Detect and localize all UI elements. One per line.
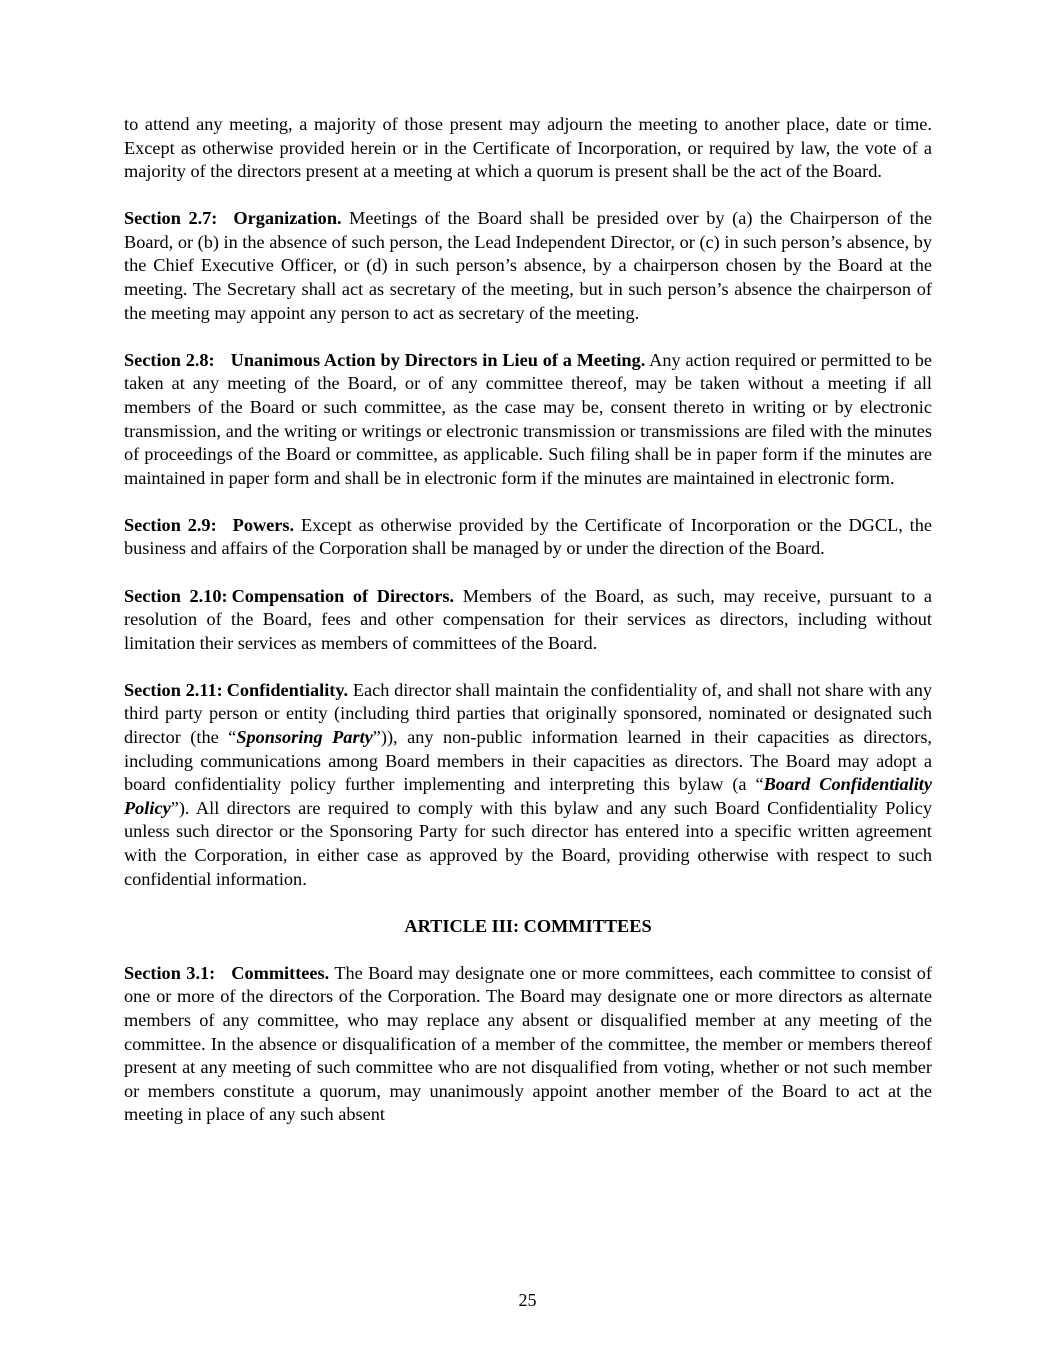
section-2-11-body-3: ”). All directors are required to comply with this bylaw and any such Board Confidentiality Policy unless such director or the Sponsoring Party for such director has entered into a specific written agreement with the Corporation, in either case as approved by the Board, providing otherwise with respect to such confidential information.: [124, 797, 932, 889]
section-2-9-body: Except as otherwise provided by the Certificate of Incorporation or the DGCL, the business and affairs of the Corporation shall be managed by or under the direction of the Board.: [124, 514, 932, 559]
page-number: 25: [518, 1290, 537, 1310]
section-3-1: [124, 962, 932, 1127]
section-2-10-title: Compensation of Directors.: [231, 585, 455, 606]
section-3-1-title: Committees.: [231, 962, 330, 983]
section-2-8: [124, 349, 932, 491]
section-2-7: [124, 207, 932, 325]
section-2-7-body: Meetings of the Board shall be presided over by (a) the Chairperson of the Board, or (b) in the absence of such person, the Lead Independent Director, or (c) in such person’s absence, by the Chief Executive Officer, or (d) in such person’s absence, by a chairperson chosen by the Board at the meeting. The Secretary shall act as secretary of the meeting, but in such person’s absence the chairperson of the meeting may appoint any person to act as secretary of the meeting.: [124, 208, 932, 323]
continuation-text: to attend any meeting, a majority of those present may adjourn the meeting to another place, date or time. Except as otherwise provided herein or in the Certificate of Incorporation, or required by law, the vote of a majority of the directors present at a meeting at which a quorum is present shall be the act of the Board.: [124, 114, 932, 182]
section-2-8-title: Unanimous Action by Directors in Lieu of a Meeting.: [230, 349, 646, 370]
section-3-1-number: Section 3.1:: [124, 962, 216, 983]
section-2-10: [124, 585, 932, 656]
section-2-7-title: Organization.: [233, 208, 342, 229]
section-2-8-body: Any action required or permitted to be taken at any meeting of the Board, or of any committee thereof, may be taken without a meeting if all members of the Board or such committee, as the case may be, consent thereto in writing or by electronic transmission, and the writing or writings or electronic transmission or transmissions are filed with the minutes of proceedings of the Board or committee, as applicable. Such filing shall be in paper form if the minutes are maintained in paper form and shall be in electronic form if the minutes are maintained in electronic form.: [124, 349, 932, 488]
section-2-7-number: Section 2.7:: [124, 208, 218, 229]
section-2-11-title: Confidentiality.: [226, 679, 349, 700]
section-2-8-number: Section 2.8:: [124, 349, 215, 370]
section-2-9: [124, 514, 932, 561]
defined-term-board-confidentiality-policy: Board Confidentiality Policy: [124, 774, 932, 818]
section-2-11-number: Section 2.11:: [124, 679, 223, 700]
section-2-11: [124, 679, 932, 891]
section-3-1-body: The Board may designate one or more committees, each committee to consist of one or more of the directors of the Corporation. The Board may designate one or more directors as alternate members of any committee, who may replace any absent or disqualified member at any meeting of the committee. In the absence or disqualification of a member of the committee, the member or members thereof present at any meeting of such committee who are not disqualified from voting, whether or not such member or members constitute a quorum, may unanimously appoint another member of the Board to act at the meeting in place of any such absent: [124, 962, 932, 1125]
section-2-11-body-1: Each director shall maintain the confidentiality of, and shall not share with any third party person or entity (including third parties that originally sponsored, nominated or designated such director (the “: [124, 679, 932, 747]
continuation-paragraph: [124, 113, 932, 184]
defined-term-sponsoring-party: Sponsoring Party: [236, 726, 373, 747]
document-body: [124, 113, 932, 1150]
section-2-9-title: Powers.: [232, 514, 295, 535]
section-2-10-number: Section 2.10:: [124, 585, 228, 606]
section-2-11-body-2: ”)), any non-public information learned in their capacities as directors, including communications among Board members in their capacities as directors. The Board may adopt a board confidentiality policy further implementing and interpreting this bylaw (a “: [124, 726, 933, 795]
section-2-10-body: Members of the Board, as such, may receive, pursuant to a resolution of the Board, fees and other compensation for their services as directors, including without limitation their services as members of committees of the Board.: [124, 585, 932, 653]
article-iii-heading: ARTICLE III: COMMITTEES: [404, 915, 652, 936]
section-2-9-number: Section 2.9:: [124, 514, 217, 535]
